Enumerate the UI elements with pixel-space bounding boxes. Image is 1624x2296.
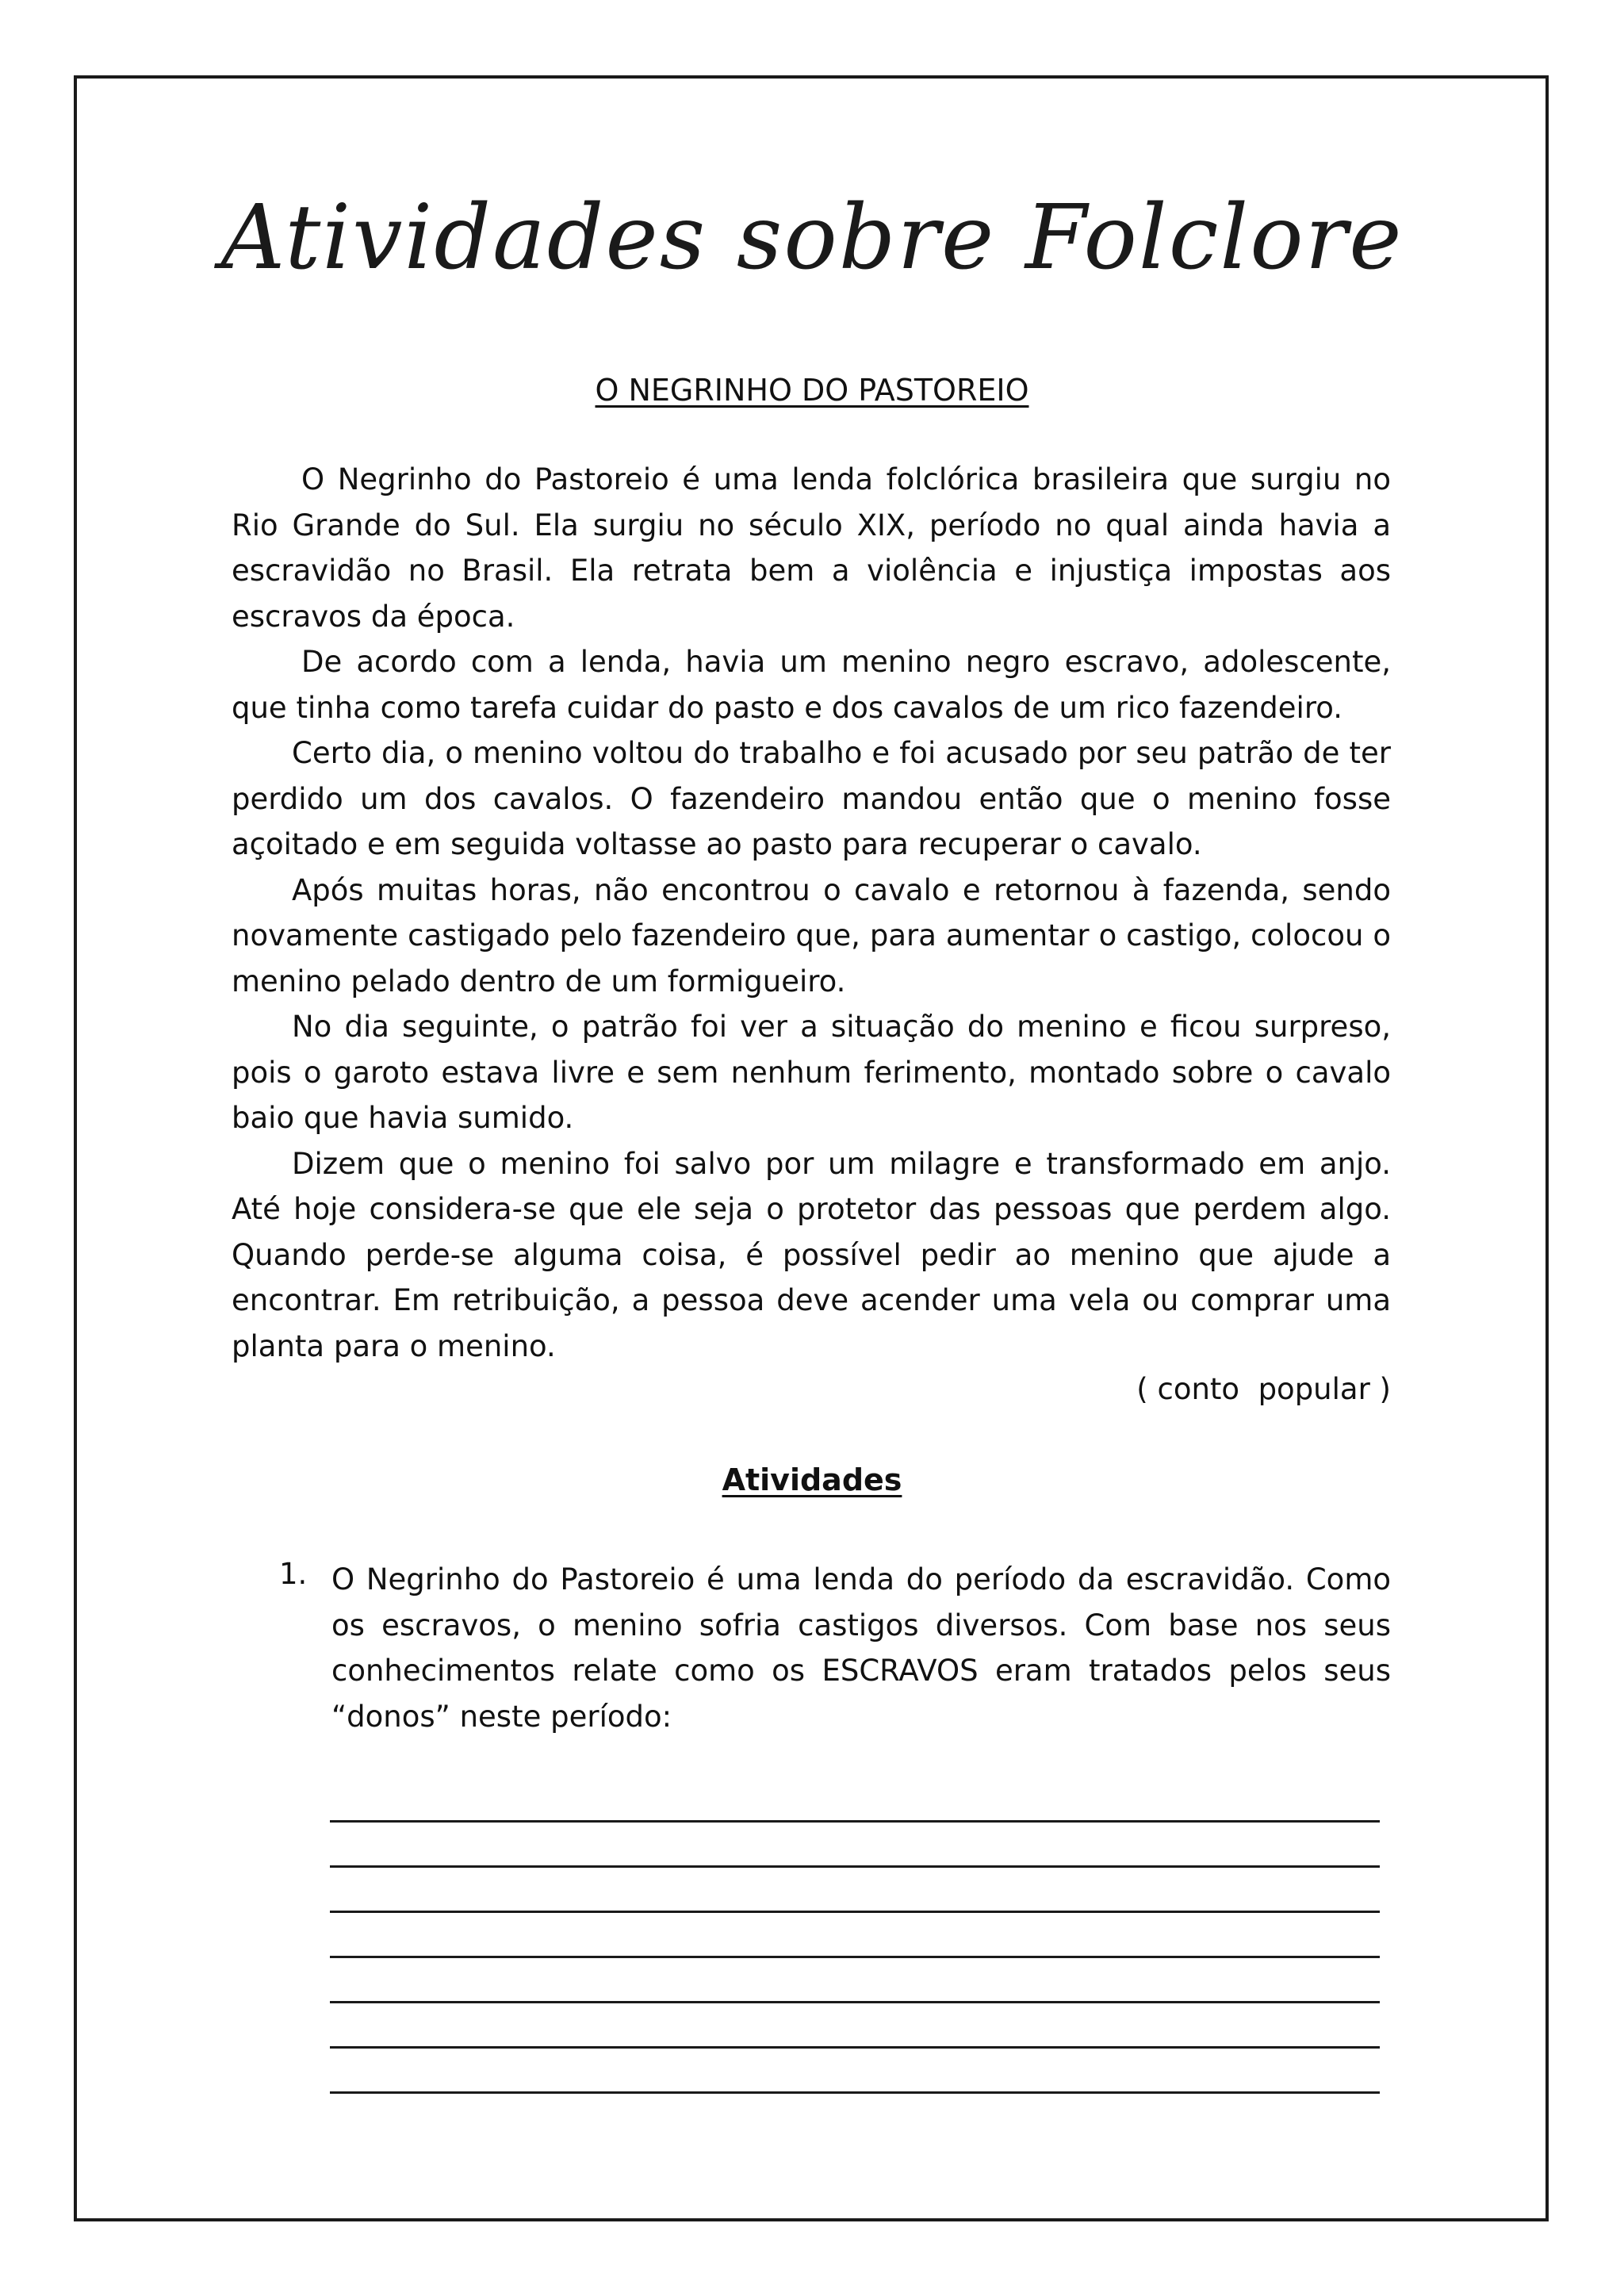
answer-line[interactable] — [330, 2003, 1380, 2049]
answer-line[interactable] — [330, 1868, 1380, 1913]
answer-line[interactable] — [330, 1958, 1380, 2003]
answer-line[interactable] — [330, 1823, 1380, 1868]
answer-lines — [330, 1777, 1380, 2094]
story-paragraph: De acordo com a lenda, havia um menino negro escravo, adolescente, que tinha como tarefa cuidar do pasto e dos cavalos de um rico fazendeiro. — [232, 645, 1391, 725]
activities-heading: Atividades — [722, 1462, 902, 1497]
page-title: Atividades sobre Folclore — [220, 186, 1404, 289]
answer-line[interactable] — [330, 2049, 1380, 2094]
answer-line[interactable] — [330, 1777, 1380, 1823]
story-source: ( conto popular ) — [1136, 1372, 1391, 1406]
story-paragraph: Dizem que o menino foi salvo por um milagre e transformado em anjo. Até hoje considera-se que ele seja o protetor das pessoas que perdem algo. Quando perde-se alguma coisa, é possível pedir ao menino que ajude a encontrar. Em retribuição, a pessoa deve acender uma vela ou comprar uma planta para o menino. — [232, 1146, 1391, 1363]
story-text — [232, 457, 1391, 1369]
question-text: O Negrinho do Pastoreio é uma lenda do período da escravidão. Como os escravos, o menino sofria castigos diversos. Com base nos seus conhecimentos relate como os ESCRAVOS eram tratados pelos seus “donos” neste período: — [331, 1562, 1391, 1734]
story-paragraph: O Negrinho do Pastoreio é uma lenda folclórica brasileira que surgiu no Rio Grande do Sul. Ela surgiu no século XIX, período no qual ainda havia a escravidão no Brasil. Ela retrata bem a violência e injustiça impostas aos escravos da época. — [232, 462, 1391, 634]
story-paragraph: Após muitas horas, não encontrou o cavalo e retornou à fazenda, sendo novamente castigado pelo fazendeiro que, para aumentar o castigo, colocou o menino pelado dentro de um formigueiro. — [232, 872, 1391, 999]
story-paragraph: No dia seguinte, o patrão foi ver a situação do menino e ficou surpreso, pois o garoto estava livre e sem nenhum ferimento, montado sobre o cavalo baio que havia sumido. — [232, 1010, 1391, 1135]
question-number: 1. — [279, 1557, 308, 1591]
story-paragraph: Certo dia, o menino voltou do trabalho e foi acusado por seu patrão de ter perdido um dos cavalos. O fazendeiro mandou então que o menino fosse açoitado e em seguida voltasse ao pasto para recuperar o cavalo. — [232, 736, 1391, 861]
story-heading: O NEGRINHO DO PASTOREIO — [595, 373, 1029, 408]
answer-line[interactable] — [330, 1913, 1380, 1958]
